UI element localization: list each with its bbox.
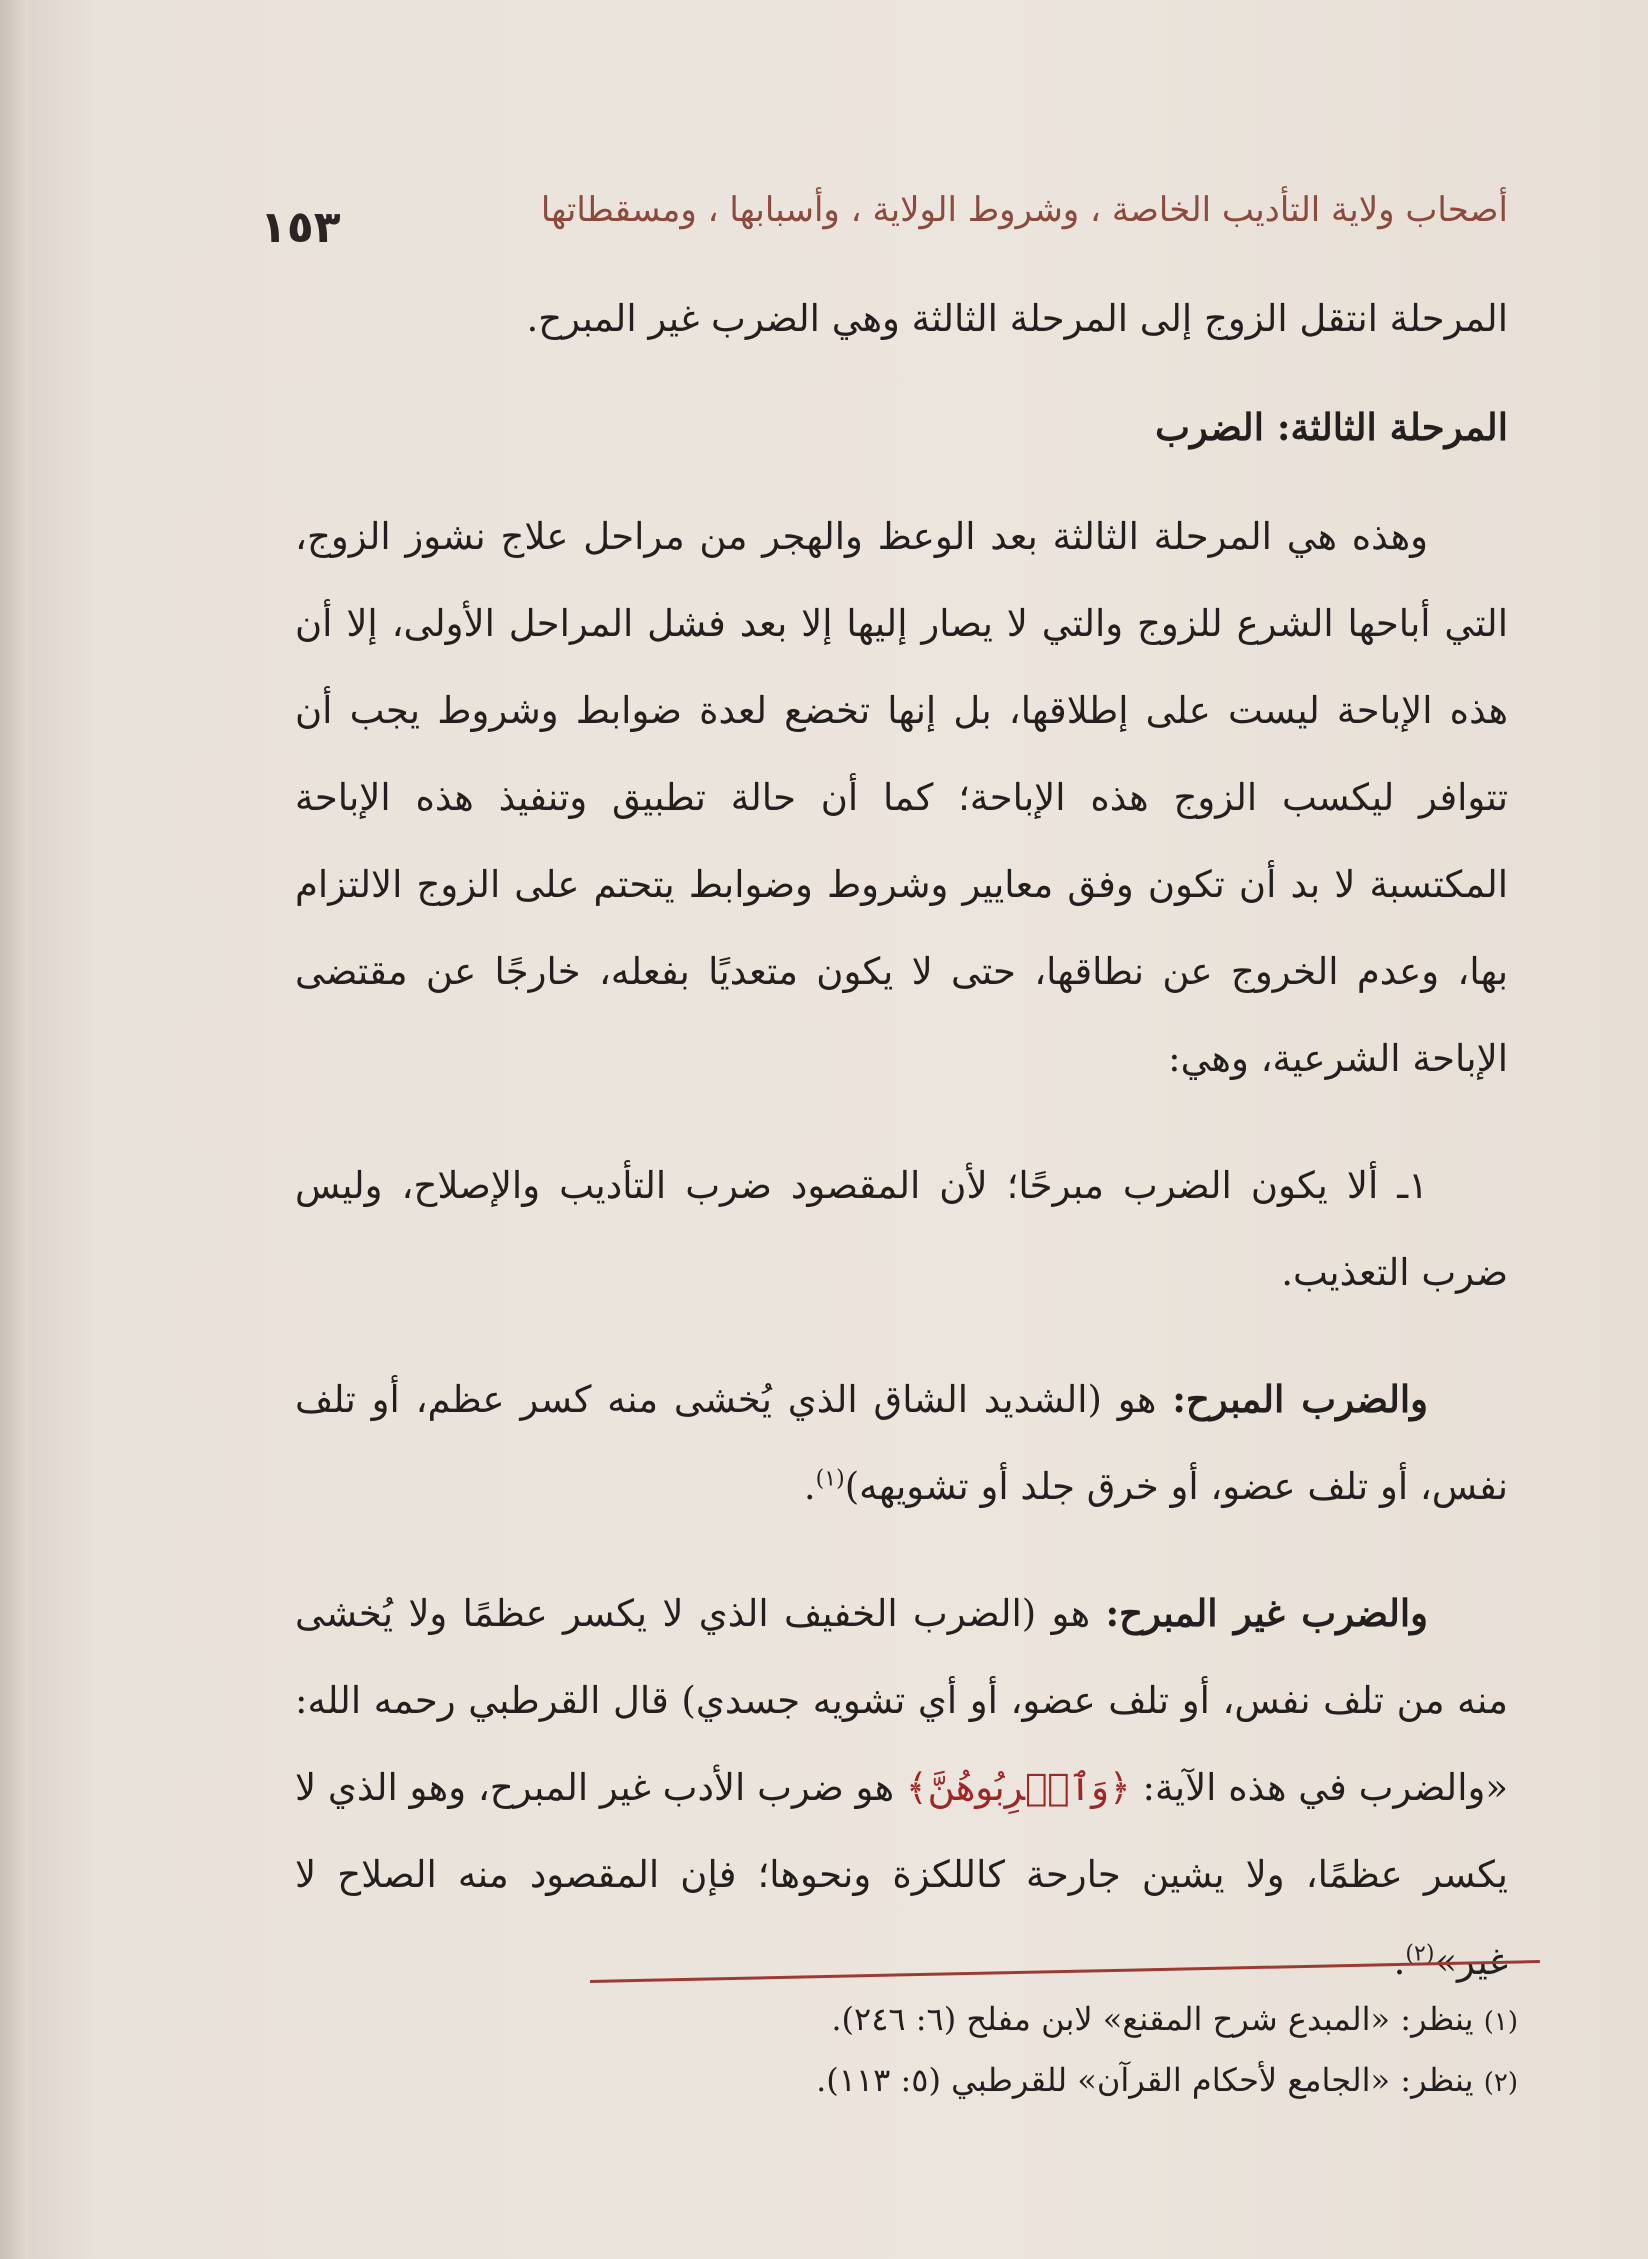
footnote-ref-1[interactable]: (١) xyxy=(815,1466,845,1492)
definition-text-harsh: هو (الشديد الشاق الذي يُخشى منه كسر عظم، أو تلف نفس، أو تلف عضو، أو خرق جلد أو تشويهه) xyxy=(295,1378,1508,1508)
running-title: أصحاب ولاية التأديب الخاصة ، وشروط الولاية ، وأسبابها ، ومسقطاتها xyxy=(540,190,1508,230)
term-harsh: والضرب المبرح: xyxy=(1172,1377,1429,1421)
footnote-text: ينظر: «الجامع لأحكام القرآن» للقرطبي (٥: ١١٣). xyxy=(816,2061,1484,2099)
term-light: والضرب غير المبرح: xyxy=(1105,1591,1429,1635)
definition-text-light-cont: هو ضرب الأدب غير المبرح، وهو الذي لا يكسر عظمًا، ولا يشين جارحة كاللكزة ونحوها؛ فإن المقصود منه الصلاح لا غير» xyxy=(295,1766,1508,1983)
page-number: ١٥٣ xyxy=(260,202,341,253)
footnote-number: (٢) xyxy=(1483,2068,1518,2098)
book-spine-shadow xyxy=(0,0,28,2259)
opening-line: المرحلة انتقل الزوج إلى المرحلة الثالثة وهي الضرب غير المبرح. xyxy=(526,297,1508,340)
footnote-ref-2[interactable]: (٢) xyxy=(1405,1941,1435,1967)
page-header xyxy=(260,190,1508,253)
footnote-1 xyxy=(560,1990,1518,2051)
definition-light-beating: والضرب غير المبرح: هو (الضرب الخفيف الذي لا يكسر عظمًا ولا يُخشى منه من تلف نفس، أو تلف عضو، أو أي تشويه جسدي) قال القرطبي رحمه الله: «والضرب في هذه الآية: ﴿وَٱضۡرِبُوهُنَّ﴾ هو ضرب الأدب غير المبرح، وهو الذي لا يكسر عظمًا، ولا يشين جارحة كاللكزة ونحوها؛ فإن المقصود منه الصلاح لا غير»$^{(٢)}$. xyxy=(295,1591,1508,1983)
footnote-number: (١) xyxy=(1483,2007,1518,2037)
footnote-2 xyxy=(560,2051,1518,2112)
quran-quote: ﴿وَٱضۡرِبُوهُنَّ﴾ xyxy=(905,1766,1131,1809)
section-heading: المرحلة الثالثة: الضرب xyxy=(1155,405,1508,449)
definition-harsh-beating: والضرب المبرح: هو (الشديد الشاق الذي يُخشى منه كسر عظم، أو تلف نفس، أو تلف عضو، أو خرق جلد أو تشويهه)$^{(١)}$. xyxy=(295,1377,1508,1508)
page-body xyxy=(295,275,1508,2005)
condition-item-1: ١ـ ألا يكون الضرب مبرحًا؛ لأن المقصود ضرب التأديب والإصلاح، وليس ضرب التعذيب. xyxy=(295,1164,1508,1294)
footnotes xyxy=(560,1990,1518,2112)
footnote-text: ينظر: «المبدع شرح المقنع» لابن مفلح (٦: ٢٤٦). xyxy=(831,2000,1484,2038)
paragraph-intro: وهذه هي المرحلة الثالثة بعد الوعظ والهجر من مراحل علاج نشوز الزوج، التي أباحها الشرع للزوج والتي لا يصار إليها إلا بعد فشل المراحل الأولى، إلا أن هذه الإباحة ليست على إطلاقها، بل إنها تخضع لعدة ضوابط وشروط يجب أن تتوافر ليكسب الزوج هذه الإباحة؛ كما أن حالة تطبيق وتنفيذ هذه الإباحة المكتسبة لا بد أن تكون وفق معايير وشروط وضوابط يتحتم على الزوج الالتزام بها، وعدم الخروج عن نطاقها، حتى لا يكون متعديًا بفعله، خارجًا عن مقتضى الإباحة الشرعية، وهي: xyxy=(295,515,1508,1080)
definition-text-light: هو (الضرب الخفيف الذي لا يكسر عظمًا ولا يُخشى منه من تلف نفس، أو تلف عضو، أو أي تشويه جسدي) قال القرطبي رحمه الله: «والضرب في هذه الآية: xyxy=(295,1592,1508,1809)
